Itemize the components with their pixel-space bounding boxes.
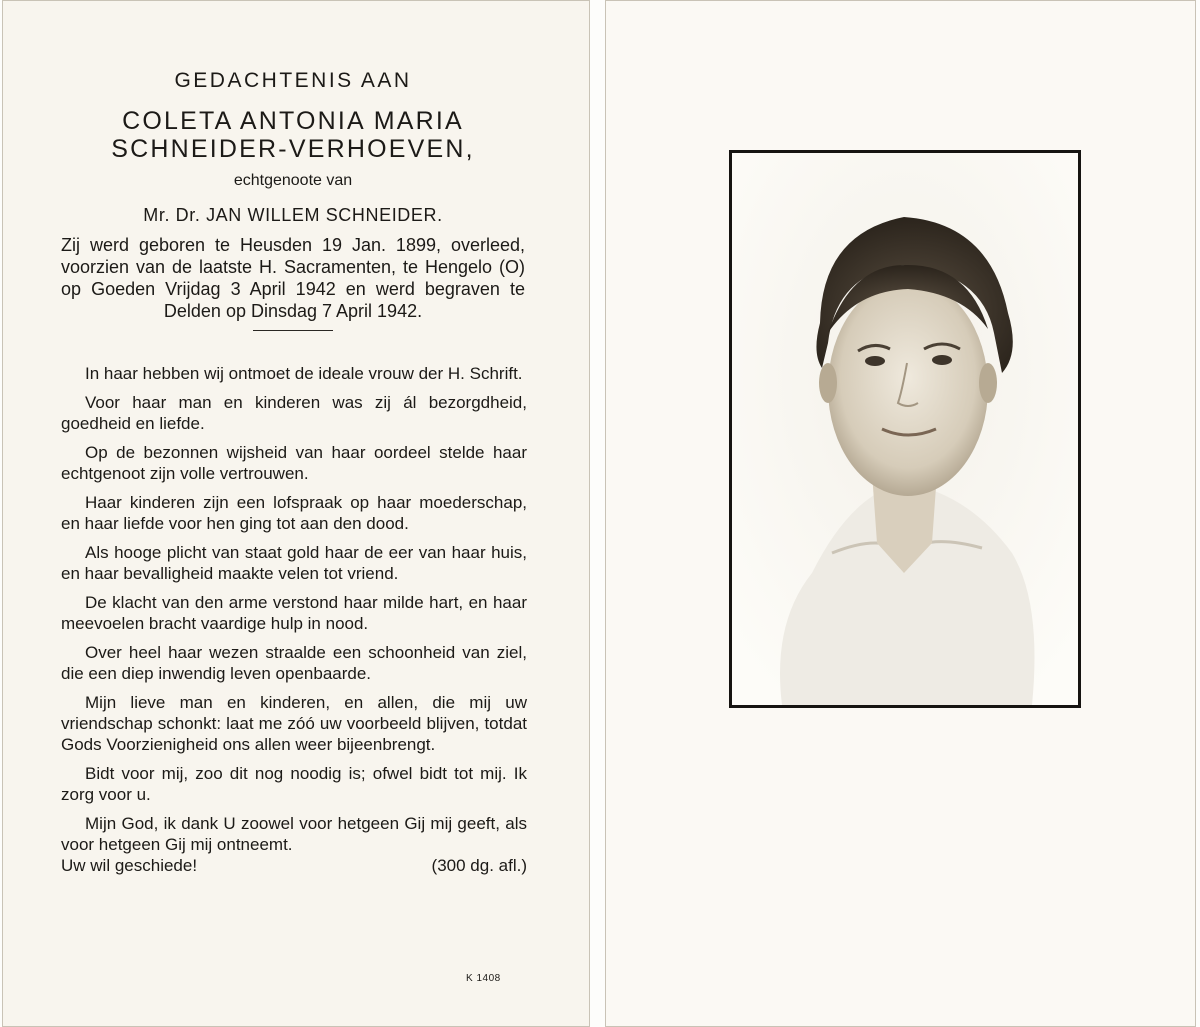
closing-text: Uw wil geschiede!	[61, 856, 198, 875]
husband-name: Mr. Dr. JAN WILLEM SCHNEIDER.	[143, 205, 443, 225]
paragraph: De klacht van den arme verstond haar milde hart, en haar meevoelen bracht vaardige hulp in nood.	[61, 593, 527, 633]
biography: Zij werd geboren te Heusden 19 Jan. 1899, overleed, voorzien van de laatste H. Sacramenten, te Hengelo (O) op Goeden Vrijdag 3 April 1942 en werd begraven te Delden op Dinsdag 7 April 1942.	[61, 235, 525, 321]
divider	[253, 330, 333, 331]
paragraph: Voor haar man en kinderen was zij ál bezorgdheid, goedheid en liefde.	[61, 393, 527, 433]
indulgence-text: (300 dg. afl.)	[431, 856, 527, 875]
name-line-1: COLETA ANTONIA MARIA	[122, 107, 464, 135]
paragraph: Over heel haar wezen straalde een schoonheid van ziel, die een diep inwendig leven openbaarde.	[61, 643, 527, 683]
text-card	[2, 0, 590, 1027]
paragraph-list	[61, 363, 527, 876]
name-line-2: SCHNEIDER-VERHOEVEN,	[111, 135, 475, 163]
relation-text: echtgenoote van	[233, 172, 353, 189]
portrait-photo-icon	[732, 153, 1078, 705]
photo-frame	[729, 150, 1081, 708]
closing-line	[61, 855, 527, 876]
print-code: K 1408	[466, 973, 501, 984]
memorial-heading: GEDACHTENIS AAN	[174, 69, 412, 92]
header-block	[61, 67, 525, 331]
paragraph: Mijn lieve man en kinderen, en allen, die mij uw vriendschap schonkt: laat me zóó uw voorbeeld blijven, totdat Gods Voorzienigheid ons allen weer bijeenbrengt.	[61, 693, 527, 754]
paragraph: Als hooge plicht van staat gold haar de eer van haar huis, en haar bevalligheid maakte velen tot vriend.	[61, 543, 527, 583]
paragraph: Op de bezonnen wijsheid van haar oordeel stelde haar echtgenoot zijn volle vertrouwen.	[61, 443, 527, 483]
paragraph: Mijn God, ik dank U zoowel voor hetgeen Gij mij geeft, als voor hetgeen Gij mij ontneemt.	[61, 814, 527, 854]
paragraph: In haar hebben wij ontmoet de ideale vrouw der H. Schrift.	[85, 364, 523, 383]
paragraph: Haar kinderen zijn een lofspraak op haar moederschap, en haar liefde voor hen ging tot aan den dood.	[61, 493, 527, 533]
paragraph: Bidt voor mij, zoo dit nog noodig is; ofwel bidt tot mij. Ik zorg voor u.	[61, 764, 527, 804]
